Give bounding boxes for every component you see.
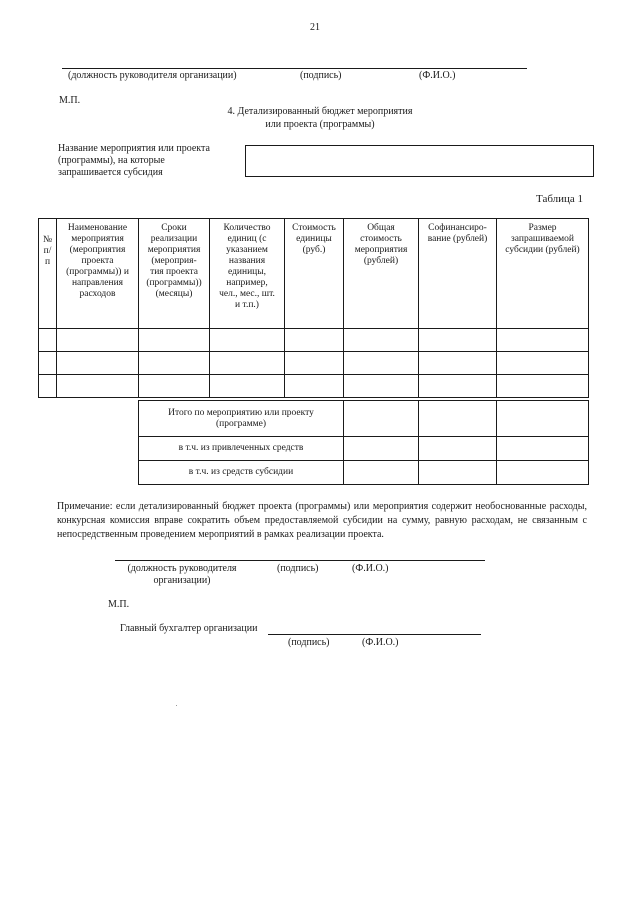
table-cell[interactable] — [419, 375, 497, 398]
scan-speck — [176, 705, 177, 706]
table-cell[interactable] — [344, 375, 419, 398]
totals-cell[interactable] — [344, 401, 419, 437]
table-cell[interactable] — [344, 329, 419, 352]
totals-cell[interactable] — [497, 461, 589, 485]
bottom-signature-line — [115, 560, 485, 561]
top-name-label: (Ф.И.О.) — [419, 70, 456, 81]
table-cell[interactable] — [210, 329, 285, 352]
top-signature-label: (подпись) — [300, 70, 342, 81]
table-cell[interactable] — [57, 352, 139, 375]
table-cell[interactable] — [57, 375, 139, 398]
table-row — [39, 329, 589, 352]
totals-cell[interactable] — [419, 401, 497, 437]
section-title-line1: 4. Детализированный бюджет мероприятия — [227, 106, 413, 117]
table-cell[interactable] — [497, 329, 589, 352]
bottom-position-label: (должность руководителя организации) — [127, 563, 237, 586]
header-cofinancing: Софинансиро- вание (рублей) — [419, 219, 497, 329]
totals-label: в т.ч. из средств субсидии — [139, 461, 344, 485]
totals-label: Итого по мероприятию или проекту (программе) — [139, 401, 344, 437]
page-number: 21 — [310, 22, 320, 33]
accountant-signature-line — [268, 634, 481, 635]
header-activity-name: Наименование мероприятия (мероприятия проекта (программы)) и направления расходов — [57, 219, 139, 329]
table-cell[interactable] — [210, 375, 285, 398]
totals-table — [138, 400, 589, 485]
accountant-signature-label: (подпись) — [288, 637, 330, 648]
table-cell[interactable] — [39, 329, 57, 352]
table-cell[interactable] — [139, 375, 210, 398]
table-cell[interactable] — [344, 352, 419, 375]
top-signature-line — [62, 68, 527, 69]
accountant-label: Главный бухгалтер организации — [120, 623, 258, 634]
header-total-cost: Общая стоимость мероприятия (рублей) — [344, 219, 419, 329]
totals-cell[interactable] — [419, 461, 497, 485]
header-subsidy-amount: Размер запрашиваемой субсидии (рублей) — [497, 219, 589, 329]
table-cell[interactable] — [285, 329, 344, 352]
table-cell[interactable] — [285, 375, 344, 398]
totals-cell[interactable] — [497, 437, 589, 461]
top-position-label: (должность руководителя организации) — [68, 70, 237, 81]
table-row — [39, 375, 589, 398]
stamp-label-bottom: М.П. — [108, 599, 130, 610]
header-timeline: Сроки реализации мероприятия (мероприя- тия проекта (программы)) (месяцы) — [139, 219, 210, 329]
totals-label: в т.ч. из привлеченных средств — [139, 437, 344, 461]
table-cell[interactable] — [285, 352, 344, 375]
section-title-line2: или проекта (программы) — [265, 119, 375, 130]
budget-table — [38, 218, 589, 398]
table-cell[interactable] — [39, 375, 57, 398]
table-cell[interactable] — [210, 352, 285, 375]
bottom-name-label: (Ф.И.О.) — [352, 563, 389, 574]
name-field-label — [58, 143, 248, 179]
name-field-box[interactable] — [245, 145, 594, 177]
header-number: № п/ п — [39, 219, 57, 329]
totals-row-subsidy — [139, 461, 589, 485]
totals-row-attracted — [139, 437, 589, 461]
table-header-row — [39, 219, 589, 329]
name-label-line: (программы), на которые — [58, 155, 165, 166]
table-cell[interactable] — [39, 352, 57, 375]
header-unit-cost: Стоимость единицы (руб.) — [285, 219, 344, 329]
table-cell[interactable] — [497, 375, 589, 398]
table-cell[interactable] — [419, 352, 497, 375]
table-cell[interactable] — [497, 352, 589, 375]
stamp-label-top: М.П. — [59, 95, 81, 106]
bottom-signature-label: (подпись) — [277, 563, 319, 574]
note-text: Примечание: если детализированный бюджет проекта (программы) или мероприятия содержит необоснованные расходы, конкурсная комиссия вправе сократить объем предоставляемой субсидии на сумму, равную расходам, не связанным с непосредственным проведением мероприятий в рамках реализации проекта. — [57, 501, 587, 540]
header-quantity: Количество единиц (с указанием названия единицы, например, чел., мес., шт. и т.п.) — [210, 219, 285, 329]
table-cell[interactable] — [57, 329, 139, 352]
totals-cell[interactable] — [344, 437, 419, 461]
table-row — [39, 352, 589, 375]
totals-cell[interactable] — [344, 461, 419, 485]
name-label-line: запрашивается субсидия — [58, 167, 163, 178]
table-cell[interactable] — [419, 329, 497, 352]
table-cell[interactable] — [139, 352, 210, 375]
totals-cell[interactable] — [419, 437, 497, 461]
table-cell[interactable] — [139, 329, 210, 352]
totals-row-overall — [139, 401, 589, 437]
name-label-line: Название мероприятия или проекта — [58, 143, 210, 154]
table-label: Таблица 1 — [536, 193, 584, 205]
accountant-name-label: (Ф.И.О.) — [362, 637, 399, 648]
totals-cell[interactable] — [497, 401, 589, 437]
